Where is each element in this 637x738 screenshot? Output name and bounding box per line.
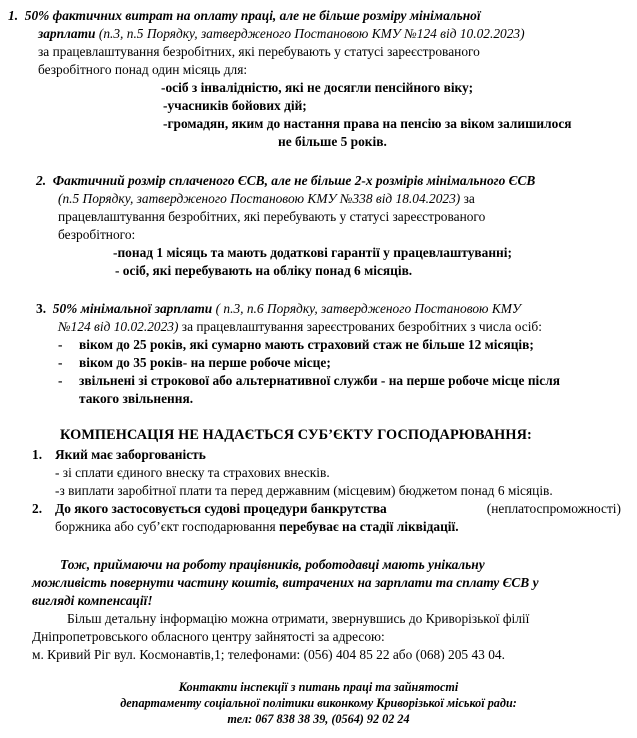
comp-item-2-number: 2. — [32, 501, 43, 516]
note-info-line-1: Більш детальну інформацію можна отримати, звернувшись до Криворізької філії — [67, 611, 530, 626]
section-2-heading: 2. Фактичний розмір сплаченого ЄСВ, але не більше 2-х розмірів мінімального ЄСВ — [36, 173, 536, 188]
section-3-dash-2: - — [58, 355, 63, 370]
note-line-1: Тож, приймаючи на роботу працівників, роботодавці мають унікальну — [60, 557, 485, 572]
footer-line-1: Контакти інспекції з питань праці та зайнятості — [178, 680, 459, 694]
note-line-3: вигляді компенсації! — [32, 593, 153, 608]
section-3-dash-3: - — [58, 373, 63, 388]
compensation-heading: КОМПЕНСАЦІЯ НЕ НАДАЄТЬСЯ СУБ’ЄКТУ ГОСПОДАРЮВАННЯ: — [60, 427, 532, 443]
note-line-2: можливість повернути частину коштів, витрачених на зарплати та сплату ЄСВ у — [32, 575, 539, 590]
section-3-heading: 3. 50% мінімальної зарплати ( п.3, п.6 Порядку, затвердженого Постановою КМУ — [36, 301, 521, 316]
section-1-line3: за працевлаштування безробітних, які перебувають у статусі зареєстрованого — [38, 44, 480, 59]
section-3-ref-line: №124 від 10.02.2023) за працевлаштування зареєстрованих безробітних з числа осіб: — [58, 319, 542, 334]
footer-phone-line: тел: 067 838 38 39, (0564) 92 02 24 — [227, 712, 410, 726]
footer-line-2: департаменту соціальної політики виконкому Криворізької міської ради: — [120, 696, 517, 710]
section-2-bullet-2: - осіб, які перебувають на обліку понад 6 місяців. — [115, 263, 413, 278]
note-info-line-2: Дніпропетровського обласного центру зайнятості за адресою: — [32, 629, 385, 644]
comp-item-2-line-a: До якого застосовується судові процедури банкрутства (неплатоспроможності) — [55, 501, 621, 516]
comp-item-1-number: 1. — [32, 447, 43, 462]
comp-item-1-line-a: - зі сплати єдиного внеску та страхових внесків. — [55, 465, 330, 480]
section-1-bullet-3: -громадян, яким до настання права на пенсію за віком залишилося — [163, 116, 572, 131]
section-1-line4: безробітного понад один місяць для: — [38, 62, 248, 77]
section-2-ref-line: (п.5 Порядку, затвердженого Постановою КМУ №338 від 18.04.2023) за — [58, 191, 475, 206]
section-3-bullet-3-cont: такого звільнення. — [79, 391, 194, 406]
note-address-line: м. Кривий Ріг вул. Космонавтів,1; телефонами: (056) 404 85 22 або (068) 205 43 04. — [32, 647, 505, 662]
section-3-dash-1: - — [58, 337, 63, 352]
section-1-bullet-2: -учасників бойових дій; — [163, 98, 307, 113]
comp-item-2-line-b: боржника або суб’єкт господарювання перебуває на стадії ліквідації. — [55, 519, 459, 534]
section-2-bullet-1: -понад 1 місяць та мають додаткові гарантії у працевлаштуванні; — [113, 245, 512, 260]
section-3-bullet-3: звільнені зі строкової або альтернативної служби - на перше робоче місце після — [79, 373, 560, 388]
section-2-line4: безробітного: — [58, 227, 136, 242]
comp-item-1-title: Який має заборгованість — [55, 447, 206, 462]
section-1-heading: 1. 50% фактичних витрат на оплату праці, але не більше розміру мінімальної — [8, 8, 481, 23]
section-1-ref-line: зарплати (п.3, п.5 Порядку, затвердженого Постановою КМУ №124 від 10.02.2023) — [38, 26, 525, 41]
section-3-bullet-1: віком до 25 років, які сумарно мають страховий стаж не більше 12 місяців; — [79, 337, 534, 352]
section-1-bullet-3-cont: не більше 5 років. — [278, 134, 387, 149]
section-1-bullet-1: -осіб з інвалідністю, які не досягли пенсійного віку; — [161, 80, 474, 95]
comp-item-1-line-b: -з виплати заробітної плати та перед державним (місцевим) бюджетом понад 6 місяців. — [55, 483, 553, 498]
section-2-line3: працевлаштування безробітних, які перебувають у статусі зареєстрованого — [58, 209, 486, 224]
section-3-bullet-2: віком до 35 років- на перше робоче місце; — [79, 355, 331, 370]
